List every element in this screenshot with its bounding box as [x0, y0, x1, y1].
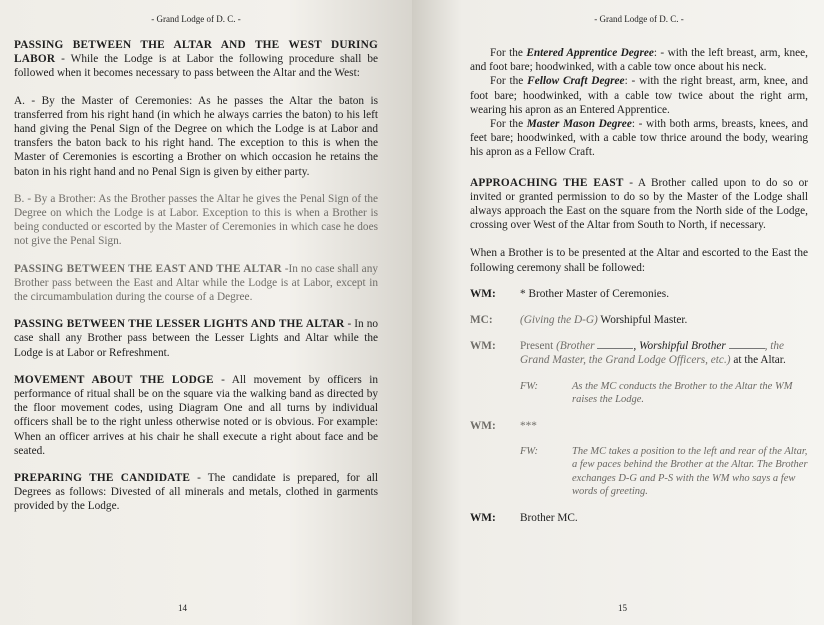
- text: , Worshipful Brother: [633, 340, 726, 353]
- degree-name: Entered Apprentice Degree: [526, 47, 654, 59]
- text: (Brother: [556, 340, 595, 353]
- speaker: WM:: [470, 340, 496, 353]
- dialogue-text: ***: [520, 419, 537, 432]
- degree-name: Master Mason Degree: [526, 118, 632, 131]
- text: at the Altar.: [730, 354, 786, 367]
- paragraph-ceremony-intro: When a Brother is to be presented at the Altar and escorted to the East the following ceremony shall be followed:: [470, 247, 808, 274]
- paragraph-entered-apprentice: [470, 46, 808, 74]
- section-heading: PASSING BETWEEN THE LESSER LIGHTS AND THE ALTAR: [14, 318, 345, 331]
- page-header: - Grand Lodge of D. C. -: [594, 14, 684, 24]
- page-header: - Grand Lodge of D. C. -: [151, 14, 241, 24]
- speaker: WM:: [470, 419, 496, 432]
- section-heading: PASSING BETWEEN THE EAST AND THE ALTAR: [14, 262, 282, 275]
- speaker: WM:: [470, 287, 496, 300]
- note-text: The MC takes a position to the left and rear of the Altar, a few paces behind the Brother at the Altar. The Brother exchanges D-G and P-S with the WM who says a few words of greeting.: [572, 445, 808, 498]
- speaker: WM:: [470, 511, 496, 524]
- floor-work-note: [470, 445, 808, 499]
- paragraph-preparing-candidate: [14, 471, 378, 514]
- blank-line: [597, 339, 633, 349]
- degree-name: Fellow Craft Degree: [527, 75, 625, 88]
- dialogue-line: [470, 419, 808, 433]
- paragraph-lesser-lights: [14, 317, 378, 360]
- text: Present: [520, 340, 557, 353]
- dialogue-text: Brother MC.: [520, 511, 578, 524]
- paragraph-east-and-altar: [14, 262, 378, 305]
- text: For the: [490, 118, 527, 131]
- dialogue-line: [470, 313, 808, 327]
- paragraph-master-of-ceremonies: A. - By the Master of Ceremonies: As he passes the Altar the baton is transferred from his right hand (in which he always carries the baton) to his left hand giving the Penal Sign of the Degree on which the Lodge is at Labor and transfers the baton back to his right hand. The exception to this is when the Master of Ceremonies is escorting a Brother on which occasion he retains the baton in his right hand and no Penal Sign is given by either party.: [14, 94, 378, 178]
- paragraph-movement: [14, 373, 378, 458]
- dialogue-text: [520, 339, 808, 367]
- floor-work-note: [470, 380, 808, 407]
- section-body: - The candidate is prepared, for all Degrees as follows: Divested of all minerals and metals, clothed in garments provided by the Lodge.: [14, 472, 378, 513]
- section-heading: APPROACHING THE EAST: [470, 176, 624, 189]
- paragraph-by-a-brother: B. - By a Brother: As the Brother passes the Altar he gives the Penal Sign of the Degree on which the Lodge is at Labor. Exception to this is when a Brother is being conducted or escorted by the Master of Ceremonies in which case he does not give the Penal Sign.: [14, 192, 378, 248]
- paragraph-approaching-east: [470, 176, 808, 233]
- text: : - with both arms, breasts, knees, and feet bare; hoodwinked, with a cable tow thrice around the body, wearing his apron as a Fellow Craft.: [470, 118, 808, 159]
- section-body: -In no case shall any Brother pass between the East and Altar while the Lodge is at Labor, except in the circumambulation during the course of a Degree.: [14, 262, 378, 304]
- dialogue-line: [470, 287, 808, 301]
- page-number: 15: [618, 603, 627, 613]
- paragraph-fellow-craft: [470, 74, 808, 117]
- dialogue-line: [470, 511, 808, 525]
- section-body: - All movement by officers in performance of ritual shall be on the square via the walking band as directed by the floor movement codes, using Diagram One and all turns by individual officers shall be to the right unless otherwise noted or is obvious. For example: When an officer arrives at his chair he shall execute a right about face and be seated.: [14, 373, 378, 457]
- page-number: 14: [178, 603, 187, 613]
- speaker: MC:: [470, 314, 493, 327]
- speaker: FW:: [520, 380, 538, 392]
- note-text: As the MC conducts the Brother to the Altar the WM raises the Lodge.: [572, 380, 793, 406]
- right-page: [412, 0, 824, 625]
- paragraph-passing-altar-west: [14, 38, 378, 81]
- stage-direction: (Giving the D-G): [520, 314, 598, 327]
- text: For the: [490, 47, 527, 59]
- section-body: - A Brother called upon to do so or invited or granted permission to do so by the Master of the Lodge shall always approach the East on the square from the North side of the Lodge, crossing over West of the Altar from South to North, if necessary.: [470, 176, 808, 232]
- section-heading: PREPARING THE CANDIDATE: [14, 472, 191, 485]
- section-body: - While the Lodge is at Labor the following procedure shall be followed when it becomes necessary to pass between the Altar and the West:: [14, 53, 378, 80]
- text: Worshipful Master.: [597, 314, 688, 327]
- text: For the: [490, 75, 528, 88]
- section-heading: MOVEMENT ABOUT THE LODGE: [14, 373, 214, 386]
- text: : - with the right breast, arm, knee, and foot bare; hoodwinked, with a cable tow twice about the right arm, wearing his apron as an Entered Apprentice.: [470, 75, 808, 116]
- dialogue-text: [520, 313, 808, 327]
- text: , the Grand Master, the Grand Lodge Officers, etc.): [520, 340, 785, 367]
- dialogue-text: * Brother Master of Ceremonies.: [520, 287, 670, 300]
- section-heading: PASSING BETWEEN THE ALTAR AND THE WEST DURING LABOR: [14, 39, 378, 66]
- paragraph-master-mason: [470, 117, 808, 160]
- dialogue-line: [470, 339, 808, 367]
- speaker: FW:: [520, 445, 538, 457]
- blank-line: [729, 339, 765, 349]
- section-body: - In no case shall any Brother pass between the Lesser Lights and Altar while the Lodge is at Labor or Refreshment.: [14, 318, 379, 359]
- text: : - with the left breast, arm, knee, and foot bare; hoodwinked, with a cable tow once about his neck.: [470, 47, 808, 74]
